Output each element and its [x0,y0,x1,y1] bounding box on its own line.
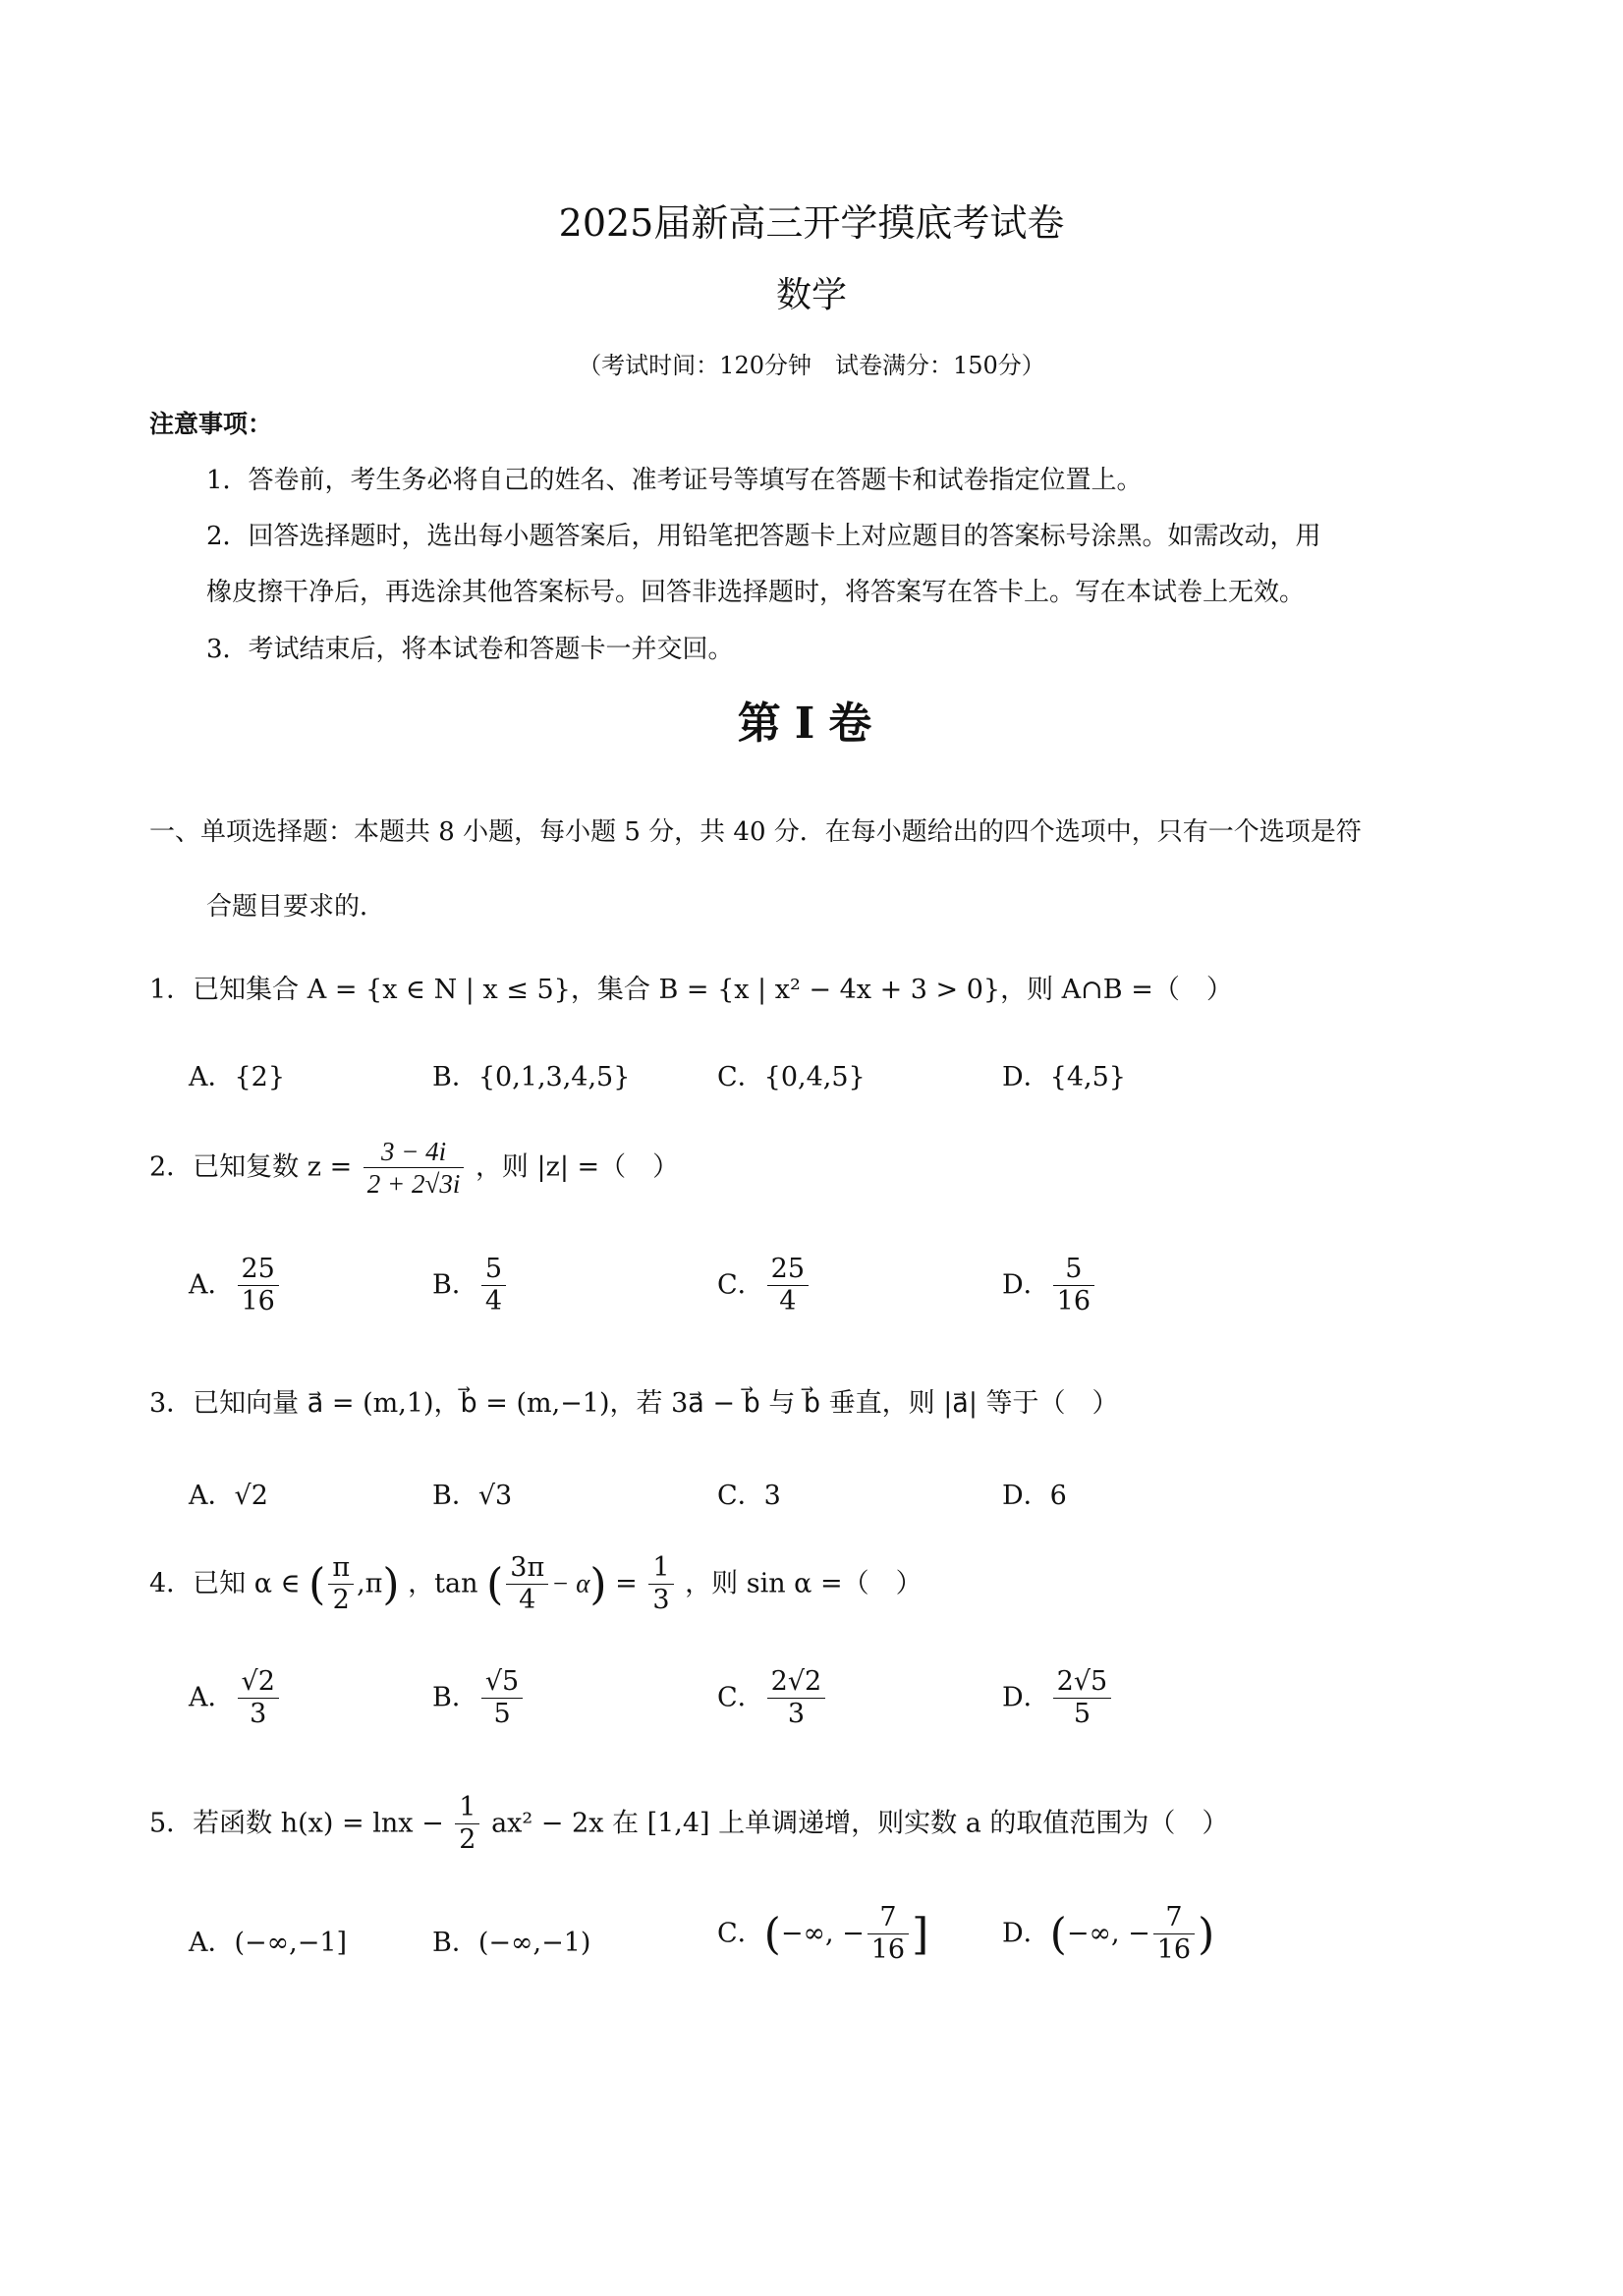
section-heading-line2: 合题目要求的． [206,892,386,922]
equals-sign: = [615,1568,638,1599]
tan-numerator: 3π [506,1554,548,1585]
option-numerator: √5 [481,1668,523,1699]
question-2-option-c [717,1256,812,1316]
right-bracket: ] [912,1909,929,1960]
right-paren: ) [1198,1909,1215,1960]
exam-info: （考试时间：120分钟 试卷满分：150分） [578,352,1045,379]
question-1-option-c: C．{0,4,5} [717,1062,866,1092]
question-2-stem [149,1138,679,1199]
left-paren: ( [486,1559,504,1610]
question-1-option-b: B．{0,1,3,4,5} [432,1062,631,1092]
question-2-fraction [364,1138,465,1199]
option-denominator: 4 [779,1286,797,1317]
pi-denominator: 2 [332,1585,350,1616]
question-3-option-c: C．3 [717,1481,781,1511]
question-4-option-b [432,1668,526,1729]
option-label: A． [189,1682,235,1713]
half-numerator: 1 [455,1794,479,1824]
question-4-stem [149,1554,923,1615]
left-paren: ( [308,1559,326,1610]
notice-item-3: 3．考试结束后，将本试卷和答题卡一并交回。 [206,635,734,664]
option-label: C． [717,1682,764,1713]
option-label: B． [432,1269,478,1301]
option-inner: −∞, − [1066,1918,1150,1949]
question-2-option-d [1002,1256,1097,1316]
left-paren: ( [763,1909,781,1960]
volume-heading: 第Ⅰ卷 [737,699,886,749]
question-4-option-a [189,1668,282,1729]
option-numerator: 2√5 [1053,1668,1112,1699]
option-numerator: 5 [1053,1256,1094,1286]
option-numerator: 25 [238,1256,279,1286]
question-5-stem [149,1794,1228,1855]
option-numerator: 5 [481,1256,506,1286]
tan-pre: ，tan [408,1568,478,1599]
option-label: C． [717,1918,764,1949]
option-denominator: 5 [1073,1699,1091,1730]
option-label: C． [717,1269,764,1301]
option-label: D． [1002,1269,1050,1301]
half-denominator: 2 [459,1824,476,1856]
option-denominator: 3 [250,1699,267,1730]
option-inner: −∞, − [780,1918,865,1949]
question-3-option-b: B．√3 [432,1481,513,1511]
option-denominator: 16 [241,1286,275,1317]
question-2-numerator: 3 − 4i [364,1138,465,1168]
notice-item-1: 1．答卷前，考生务必将自己的姓名、准考证号等填写在答题卡和试卷指定位置上。 [206,466,1143,495]
tan-tail: − α [551,1568,590,1598]
option-denominator: 4 [484,1286,503,1317]
question-4-option-d [1002,1668,1114,1729]
option-label: D． [1002,1682,1050,1713]
question-3-stem: 3．已知向量 a⃗ = (m,1)，b⃗ = (m,−1)，若 3a⃗ − b⃗ 与 b⃗ 垂直，则 |a⃗| 等于（ ） [149,1388,1119,1419]
option-numerator: 7 [867,1904,909,1934]
question-5-pre: 5．若函数 h(x) = lnx − [149,1808,444,1839]
right-paren: ) [382,1559,400,1610]
question-5-post: ax² − 2x 在 [1,4] 上单调递增，则实数 a 的取值范围为（ ） [491,1808,1229,1839]
question-2-option-b [432,1256,509,1316]
option-label: D． [1002,1918,1050,1949]
question-1-option-d: D．{4,5} [1002,1062,1126,1092]
question-4-pre: 4．已知 α ∈ [149,1568,301,1599]
exam-title: 2025届新高三开学摸底考试卷 [558,201,1065,245]
option-label: A． [189,1269,235,1301]
option-numerator: √2 [238,1668,279,1699]
option-denominator: 16 [870,1934,906,1966]
question-2-pre: 2．已知复数 z = [149,1151,353,1183]
question-3-option-a: A．√2 [189,1481,268,1511]
question-5-option-c [717,1904,928,1965]
section-heading-line1: 一、单项选择题：本题共 8 小题，每小题 5 分，共 40 分．在每小题给出的四个选项中，只有一个选项是符 [149,817,1362,847]
left-paren: ( [1049,1909,1067,1960]
notice-item-2b: 橡皮擦干净后，再选涂其他答案标号。回答非选择题时，将答案写在答卡上。写在本试卷上无效。 [206,578,1306,607]
range-tail: ,π [357,1568,383,1599]
question-1-option-a: A．{2} [189,1062,286,1092]
question-1-stem: 1．已知集合 A = {x ∈ N | x ≤ 5}，集合 B = {x | x² − 4x + 3 > 0}，则 A∩B =（ ） [149,975,1233,1005]
ratio-denominator: 3 [652,1585,670,1616]
question-5-option-b: B．(−∞,−1) [432,1928,591,1958]
option-denominator: 16 [1056,1286,1091,1317]
option-numerator: 25 [767,1256,809,1286]
question-4-option-c [717,1668,828,1729]
option-label: B． [432,1682,478,1713]
option-denominator: 5 [493,1699,511,1730]
option-denominator: 3 [787,1699,806,1730]
question-3-option-d: D．6 [1002,1481,1067,1511]
notice-item-2a: 2．回答选择题时，选出每小题答案后，用铅笔把答题卡上对应题目的答案标号涂黑。如需改动，用 [206,522,1321,551]
option-denominator: 16 [1156,1934,1192,1966]
tan-denominator: 4 [519,1585,536,1616]
option-numerator: 2√2 [767,1668,826,1699]
right-paren: ) [589,1559,607,1610]
pi-numerator: π [328,1554,354,1585]
notice-heading: 注意事项： [149,410,273,438]
option-numerator: 7 [1153,1904,1195,1934]
question-4-post: ，则 sin α =（ ） [685,1568,923,1599]
question-2-denominator: 2 + 2√3i [366,1169,461,1200]
question-2-post: ，则 |z| =（ ） [475,1151,680,1183]
subject-title: 数学 [775,275,847,315]
question-5-option-d [1002,1904,1214,1965]
question-5-option-a: A．(−∞,−1] [189,1928,348,1958]
ratio-numerator: 1 [648,1554,673,1585]
question-2-option-a [189,1256,282,1316]
